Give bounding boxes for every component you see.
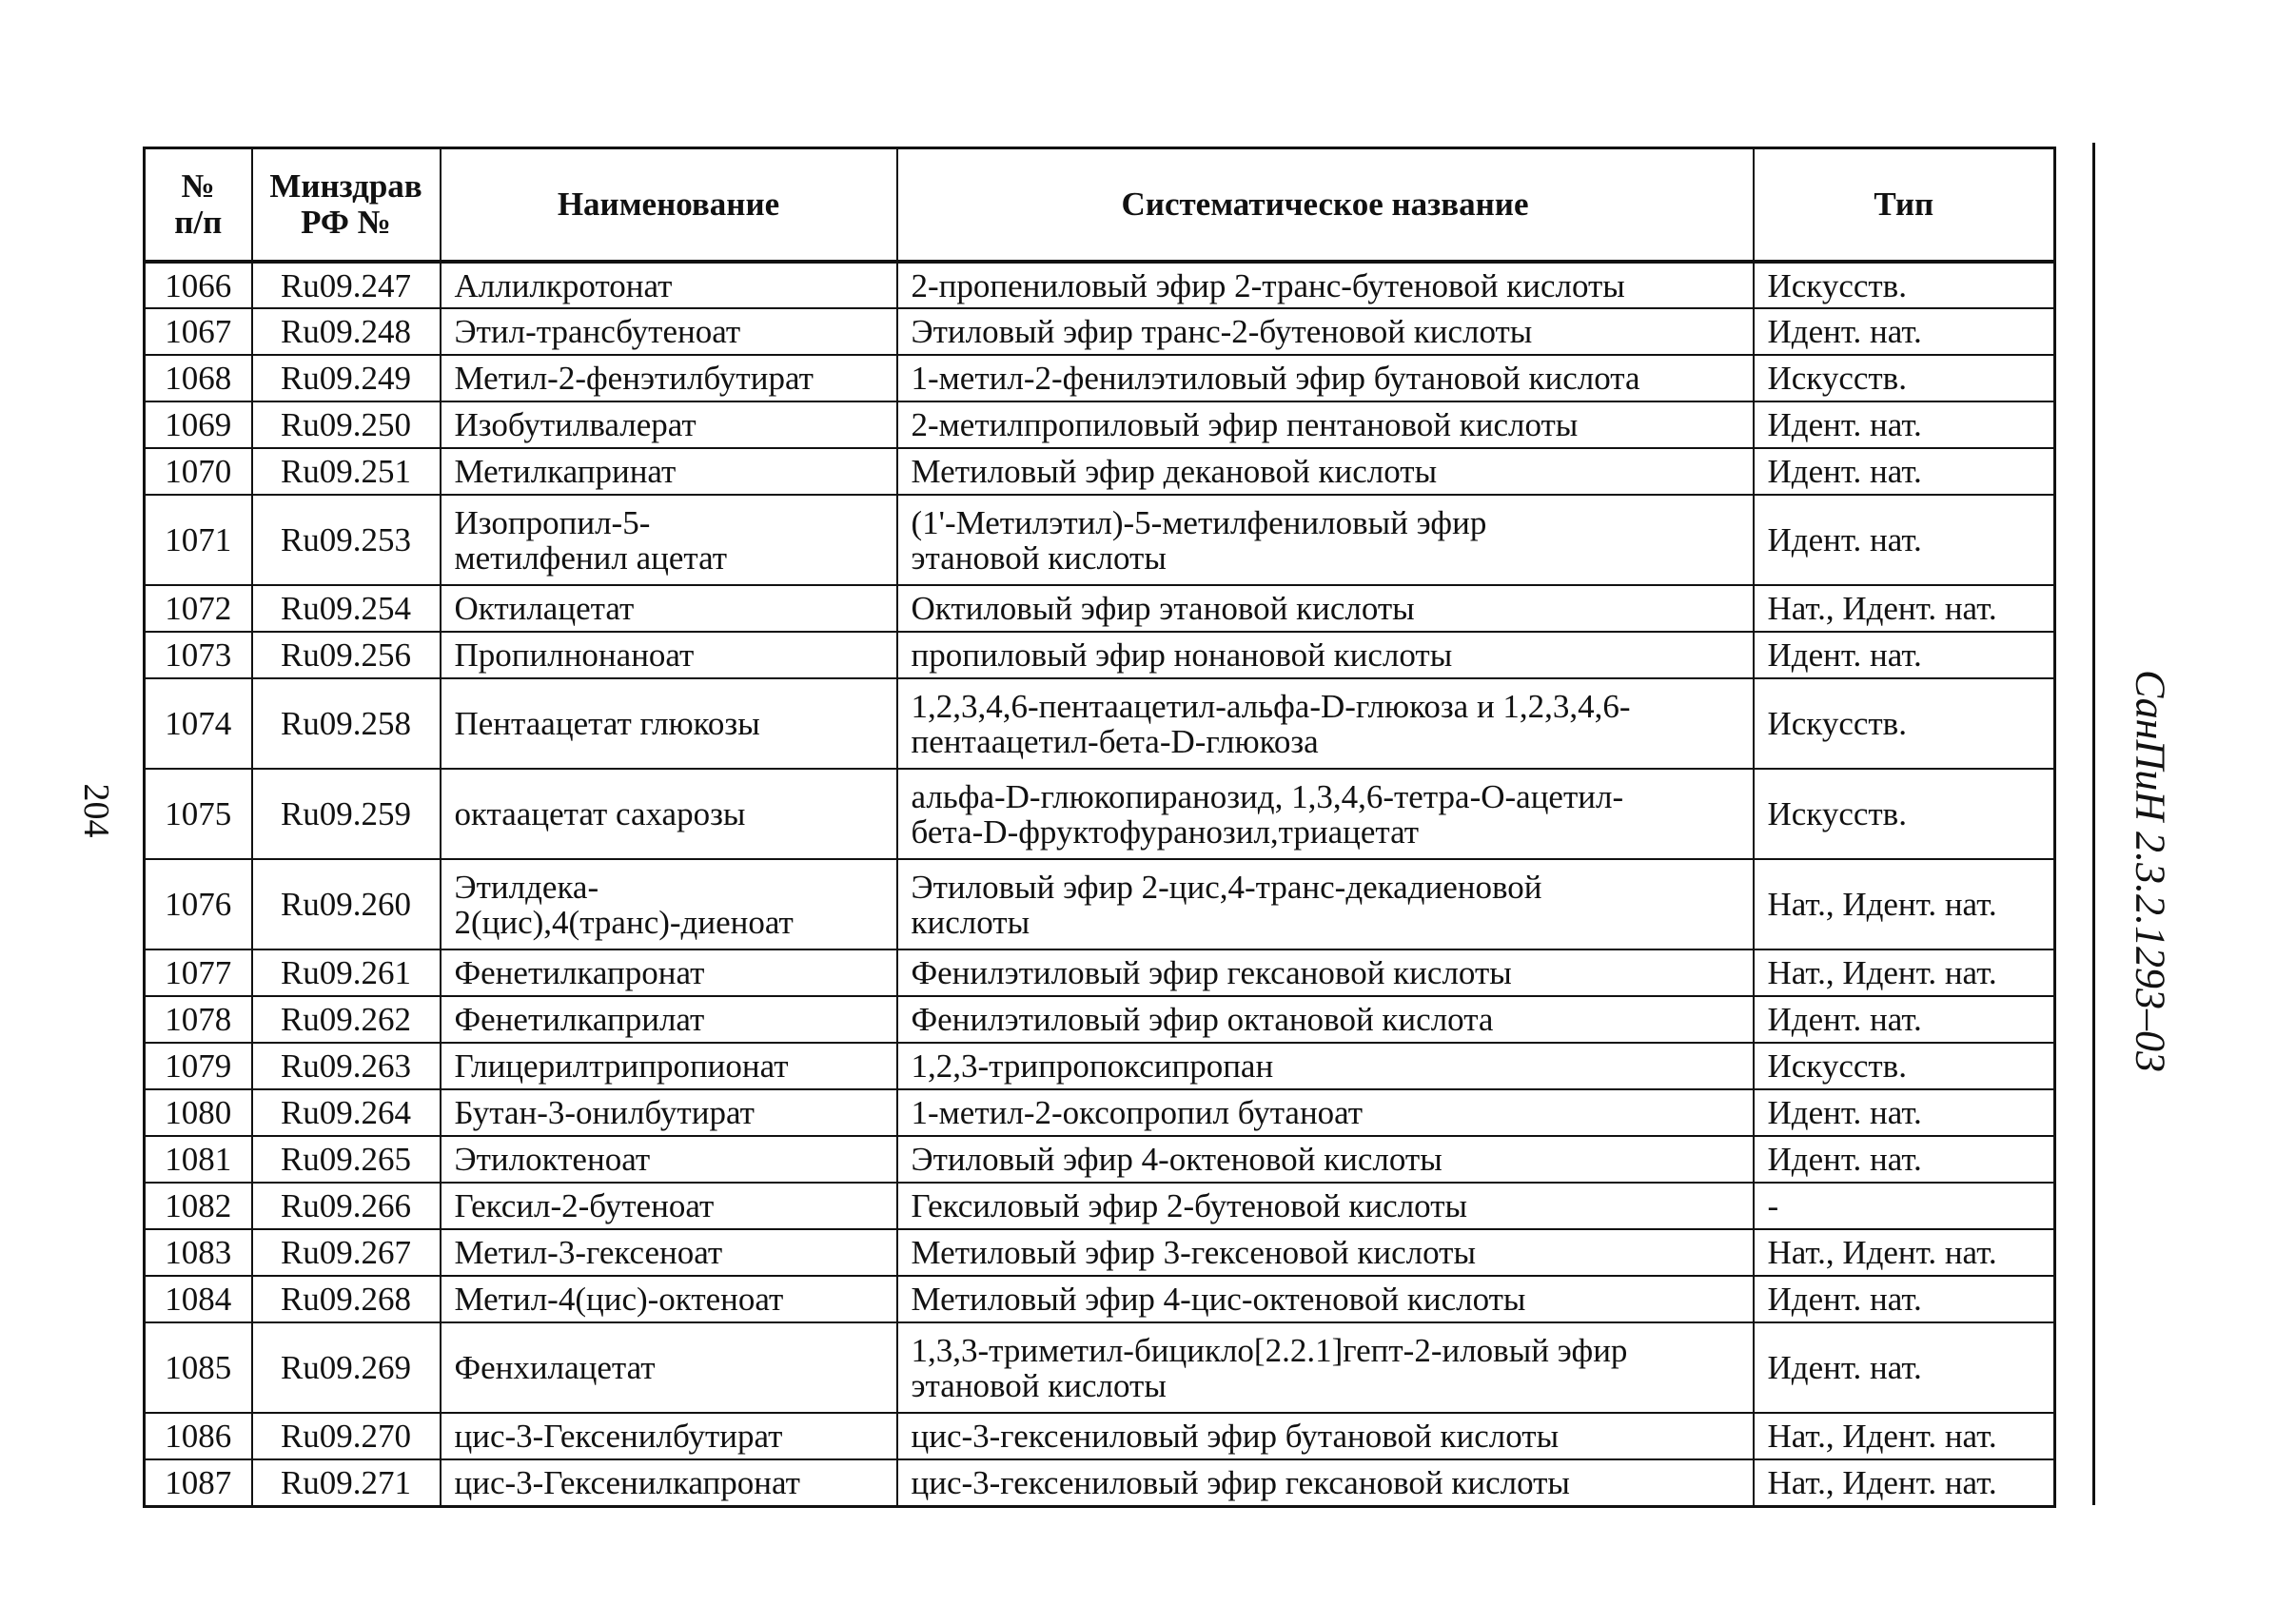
cell-number: 1073	[145, 632, 252, 678]
cell-name: Фенетилкапронат	[441, 949, 897, 996]
table-row	[145, 769, 2055, 859]
cell-name: Фенетилкаприлат	[441, 996, 897, 1043]
table-row	[145, 1413, 2055, 1459]
table-row	[145, 308, 2055, 355]
cell-ministry-code: Ru09.261	[252, 949, 441, 996]
cell-number: 1068	[145, 355, 252, 401]
cell-ministry-code: Ru09.258	[252, 678, 441, 769]
cell-ministry-code: Ru09.253	[252, 495, 441, 585]
cell-type: Идент. нат.	[1754, 495, 2055, 585]
cell-type: Искусств.	[1754, 678, 2055, 769]
cell-type: Искусств.	[1754, 1043, 2055, 1089]
cell-name: Пентаацетат глюкозы	[441, 678, 897, 769]
header-row	[145, 148, 2055, 263]
cell-number: 1074	[145, 678, 252, 769]
cell-type: Идент. нат.	[1754, 401, 2055, 448]
cell-number: 1075	[145, 769, 252, 859]
table-row	[145, 678, 2055, 769]
cell-systematic-name: 2-метилпропиловый эфир пентановой кислоты	[897, 401, 1754, 448]
document-side-title: СанПиН 2.3.2.1293–03	[2127, 669, 2174, 1073]
cell-name: Метил-3-гексеноат	[441, 1229, 897, 1276]
cell-number: 1072	[145, 585, 252, 632]
table-row	[145, 1183, 2055, 1229]
cell-type: Нат., Идент. нат.	[1754, 585, 2055, 632]
cell-systematic-name: Метиловый эфир 4-цис-октеновой кислоты	[897, 1276, 1754, 1322]
cell-number: 1083	[145, 1229, 252, 1276]
cell-name: Этилоктеноат	[441, 1136, 897, 1183]
table-row	[145, 1276, 2055, 1322]
cell-ministry-code: Ru09.266	[252, 1183, 441, 1229]
cell-number: 1078	[145, 996, 252, 1043]
cell-number: 1087	[145, 1459, 252, 1506]
header-name: Наименование	[441, 148, 897, 263]
cell-name: Аллилкротонат	[441, 262, 897, 308]
cell-ministry-code: Ru09.251	[252, 448, 441, 495]
cell-type: Искусств.	[1754, 262, 2055, 308]
cell-systematic-name: Этиловый эфир транс-2-бутеновой кислоты	[897, 308, 1754, 355]
cell-type: Искусств.	[1754, 355, 2055, 401]
cell-name: Глицерилтрипропионат	[441, 1043, 897, 1089]
cell-number: 1081	[145, 1136, 252, 1183]
cell-systematic-name: Этиловый эфир 2-цис,4-транс-декадиеновой кислоты	[897, 859, 1754, 949]
cell-name: октаацетат сахарозы	[441, 769, 897, 859]
cell-systematic-name: Фенилэтиловый эфир гексановой кислоты	[897, 949, 1754, 996]
cell-type: -	[1754, 1183, 2055, 1229]
cell-systematic-name: Этиловый эфир 4-октеновой кислоты	[897, 1136, 1754, 1183]
cell-name: Метилкапринат	[441, 448, 897, 495]
cell-number: 1084	[145, 1276, 252, 1322]
cell-systematic-name: Метиловый эфир декановой кислоты	[897, 448, 1754, 495]
cell-ministry-code: Ru09.249	[252, 355, 441, 401]
cell-systematic-name: Гексиловый эфир 2-бутеновой кислоты	[897, 1183, 1754, 1229]
cell-systematic-name: Метиловый эфир 3-гексеновой кислоты	[897, 1229, 1754, 1276]
cell-systematic-name: альфа-D-глюкопиранозид, 1,3,4,6-тетра-O-ацетил- бета-D-фруктофуранозил,триацетат	[897, 769, 1754, 859]
cell-type: Искусств.	[1754, 769, 2055, 859]
cell-name: Этилдека- 2(цис),4(транс)-диеноат	[441, 859, 897, 949]
cell-number: 1080	[145, 1089, 252, 1136]
cell-type: Нат., Идент. нат.	[1754, 859, 2055, 949]
cell-name: Октилацетат	[441, 585, 897, 632]
cell-systematic-name: цис-3-гексениловый эфир бутановой кислоты	[897, 1413, 1754, 1459]
cell-ministry-code: Ru09.263	[252, 1043, 441, 1089]
table-row	[145, 585, 2055, 632]
cell-number: 1085	[145, 1322, 252, 1413]
cell-name: Фенхилацетат	[441, 1322, 897, 1413]
cell-systematic-name: пропиловый эфир нонановой кислоты	[897, 632, 1754, 678]
table-row	[145, 1229, 2055, 1276]
cell-type: Идент. нат.	[1754, 1276, 2055, 1322]
cell-name: Изопропил-5- метилфенил ацетат	[441, 495, 897, 585]
additives-table	[143, 147, 2056, 1508]
table-row	[145, 632, 2055, 678]
cell-name: цис-3-Гексенилбутират	[441, 1413, 897, 1459]
cell-ministry-code: Ru09.264	[252, 1089, 441, 1136]
cell-number: 1079	[145, 1043, 252, 1089]
table-row	[145, 1322, 2055, 1413]
cell-ministry-code: Ru09.268	[252, 1276, 441, 1322]
cell-ministry-code: Ru09.248	[252, 308, 441, 355]
cell-ministry-code: Ru09.260	[252, 859, 441, 949]
cell-ministry-code: Ru09.270	[252, 1413, 441, 1459]
table-row	[145, 996, 2055, 1043]
cell-name: Этил-трансбутеноат	[441, 308, 897, 355]
cell-ministry-code: Ru09.254	[252, 585, 441, 632]
cell-type: Идент. нат.	[1754, 1136, 2055, 1183]
cell-type: Идент. нат.	[1754, 448, 2055, 495]
table-row	[145, 1136, 2055, 1183]
cell-number: 1066	[145, 262, 252, 308]
cell-systematic-name: Фенилэтиловый эфир октановой кислота	[897, 996, 1754, 1043]
table-row	[145, 495, 2055, 585]
cell-ministry-code: Ru09.267	[252, 1229, 441, 1276]
table-row	[145, 1459, 2055, 1506]
cell-ministry-code: Ru09.247	[252, 262, 441, 308]
cell-ministry-code: Ru09.262	[252, 996, 441, 1043]
cell-systematic-name: 2-пропениловый эфир 2-транс-бутеновой кислоты	[897, 262, 1754, 308]
cell-number: 1070	[145, 448, 252, 495]
cell-name: Гексил-2-бутеноат	[441, 1183, 897, 1229]
cell-systematic-name: цис-3-гексениловый эфир гексановой кислоты	[897, 1459, 1754, 1506]
header-num: № п/п	[145, 148, 252, 263]
table-row	[145, 448, 2055, 495]
cell-ministry-code: Ru09.269	[252, 1322, 441, 1413]
cell-type: Идент. нат.	[1754, 632, 2055, 678]
table-body	[145, 262, 2055, 1506]
table-row	[145, 949, 2055, 996]
cell-number: 1076	[145, 859, 252, 949]
cell-type: Нат., Идент. нат.	[1754, 1413, 2055, 1459]
table-header	[145, 148, 2055, 263]
cell-name: Пропилнонаноат	[441, 632, 897, 678]
cell-number: 1077	[145, 949, 252, 996]
cell-name: Изобутилвалерат	[441, 401, 897, 448]
cell-ministry-code: Ru09.271	[252, 1459, 441, 1506]
table-row	[145, 262, 2055, 308]
cell-number: 1071	[145, 495, 252, 585]
page-number: 204	[76, 783, 116, 838]
cell-type: Идент. нат.	[1754, 1322, 2055, 1413]
cell-name: Метил-4(цис)-октеноат	[441, 1276, 897, 1322]
header-systematic-name: Систематическое название	[897, 148, 1754, 263]
cell-ministry-code: Ru09.250	[252, 401, 441, 448]
header-code: Минздрав РФ №	[252, 148, 441, 263]
margin-rule	[2092, 143, 2095, 1505]
cell-systematic-name: 1-метил-2-фенилэтиловый эфир бутановой кислота	[897, 355, 1754, 401]
cell-name: Метил-2-фенэтилбутират	[441, 355, 897, 401]
cell-number: 1086	[145, 1413, 252, 1459]
cell-type: Идент. нат.	[1754, 996, 2055, 1043]
cell-ministry-code: Ru09.256	[252, 632, 441, 678]
cell-type: Нат., Идент. нат.	[1754, 1459, 2055, 1506]
cell-systematic-name: 1,2,3-трипропоксипропан	[897, 1043, 1754, 1089]
cell-ministry-code: Ru09.265	[252, 1136, 441, 1183]
cell-systematic-name: (1'-Метилэтил)-5-метилфениловый эфир этановой кислоты	[897, 495, 1754, 585]
cell-systematic-name: Октиловый эфир этановой кислоты	[897, 585, 1754, 632]
cell-number: 1082	[145, 1183, 252, 1229]
cell-systematic-name: 1,2,3,4,6-пентаацетил-альфа-D-глюкоза и 1,2,3,4,6- пентаацетил-бета-D-глюкоза	[897, 678, 1754, 769]
cell-ministry-code: Ru09.259	[252, 769, 441, 859]
cell-systematic-name: 1-метил-2-оксопропил бутаноат	[897, 1089, 1754, 1136]
cell-type: Нат., Идент. нат.	[1754, 949, 2055, 996]
table-row	[145, 355, 2055, 401]
cell-number: 1069	[145, 401, 252, 448]
cell-systematic-name: 1,3,3-триметил-бицикло[2.2.1]гепт-2-иловый эфир этановой кислоты	[897, 1322, 1754, 1413]
table-row	[145, 1043, 2055, 1089]
table-row	[145, 1089, 2055, 1136]
cell-number: 1067	[145, 308, 252, 355]
cell-type: Идент. нат.	[1754, 1089, 2055, 1136]
cell-type: Идент. нат.	[1754, 308, 2055, 355]
table-row	[145, 859, 2055, 949]
cell-name: Бутан-3-онилбутират	[441, 1089, 897, 1136]
cell-type: Нат., Идент. нат.	[1754, 1229, 2055, 1276]
header-type: Тип	[1754, 148, 2055, 263]
cell-name: цис-3-Гексенилкапронат	[441, 1459, 897, 1506]
table-row	[145, 401, 2055, 448]
